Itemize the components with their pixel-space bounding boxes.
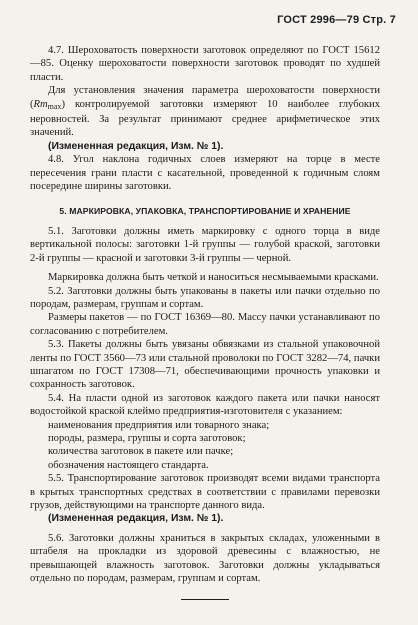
list-item: обозначения настоящего стандарта. [48, 459, 209, 471]
rm-subscript: max [47, 101, 62, 111]
list-item: наименования предприятия или товарного знака; [48, 419, 270, 431]
clause-4-7: 4.7. Шероховатость поверхности заготовок определяют по ГОСТ 15612—85. Оценку шероховатости поверхности заготовок проводят по худшей пласти. [30, 45, 380, 83]
clause-4-8: 4.8. Угол наклона годичных слоев измеряют на торце в месте пересечения грани пласти с касательной, проведенной к годичным слоям посередине ширины заготовки. [30, 154, 380, 193]
section-5-heading: 5. МАРКИРОВКА, УПАКОВКА, ТРАНСПОРТИРОВАНИЕ И ХРАНЕНИЕ [59, 206, 351, 217]
clause-5-3: 5.3. Пакеты должны быть увязаны обвязками из стальной упаковочной ленты по ГОСТ 3560—73 или стальной проволоки по ГОСТ 3282—74, пачки шпагатом по ГОСТ 17308—71, обеспечивающими прочность упаковки и сохранность заготовок. [30, 339, 380, 391]
clause-5-4: 5.4. На пласти одной из заготовок каждого пакета или пачки наносят водостойкой краской клеймо предприятия-изготовителя с указанием: [30, 392, 380, 418]
clause-5-2: 5.2. Заготовки должны быть упакованы в пакеты или пачки отдельно по породам, размерам, группам и сортам. [30, 285, 380, 310]
clause-4-7-measurement [30, 84, 380, 140]
rm-symbol: Rm [33, 98, 48, 110]
clause-4-7-measurement-start: Для установления значения параметра шероховатости поверхности ( [30, 85, 380, 110]
list-item: количества заготовок в пакете или пачке; [48, 446, 234, 458]
clause-5-1: 5.1. Заготовки должны иметь маркировку с одного торца в виде вертикальной полосы: заготовки 1-й группы — голубой краской, заготовки 2-й группы — красной и заготовки 3-й группы — черной. [30, 225, 380, 264]
end-rule [181, 599, 229, 600]
amendment-note-2: (Измененная редакция, Изм. № 1). [48, 513, 224, 525]
clause-4-7-measurement-end: ) контролируемой заготовки измеряют 10 наиболее глубоких неровностей. За результат принимают среднее арифметическое этих значений. [30, 98, 380, 139]
clause-5-6: 5.6. Заготовки должны храниться в закрытых складах, уложенными в штабеля на прокладки из здоровой древесины с влажностью, не превышающей влажность заготовок. Заготовки должны укладываться отдельно по породам, размерам, группам и сортам. [30, 532, 380, 585]
list-item: породы, размера, группы и сорта заготовок; [48, 432, 246, 444]
amendment-note-1: (Измененная редакция, Изм. № 1). [48, 140, 224, 152]
clause-5-5: 5.5. Транспортирование заготовок производят всеми видами транспорта в крытых транспортных средствах в соответствии с правилами перевозки грузов, действующими на транспорте данного вида. [30, 473, 380, 511]
clause-5-2-sizes: Размеры пакетов — по ГОСТ 16369—80. Массу пачки устанавливают по согласованию с потребителем. [30, 312, 380, 337]
page-body [30, 44, 380, 600]
clause-5-1-marking: Маркировка должна быть четкой и наноситься несмываемыми красками. [48, 272, 379, 284]
page-header: ГОСТ 2996—79 Стр. 7 [277, 14, 396, 26]
